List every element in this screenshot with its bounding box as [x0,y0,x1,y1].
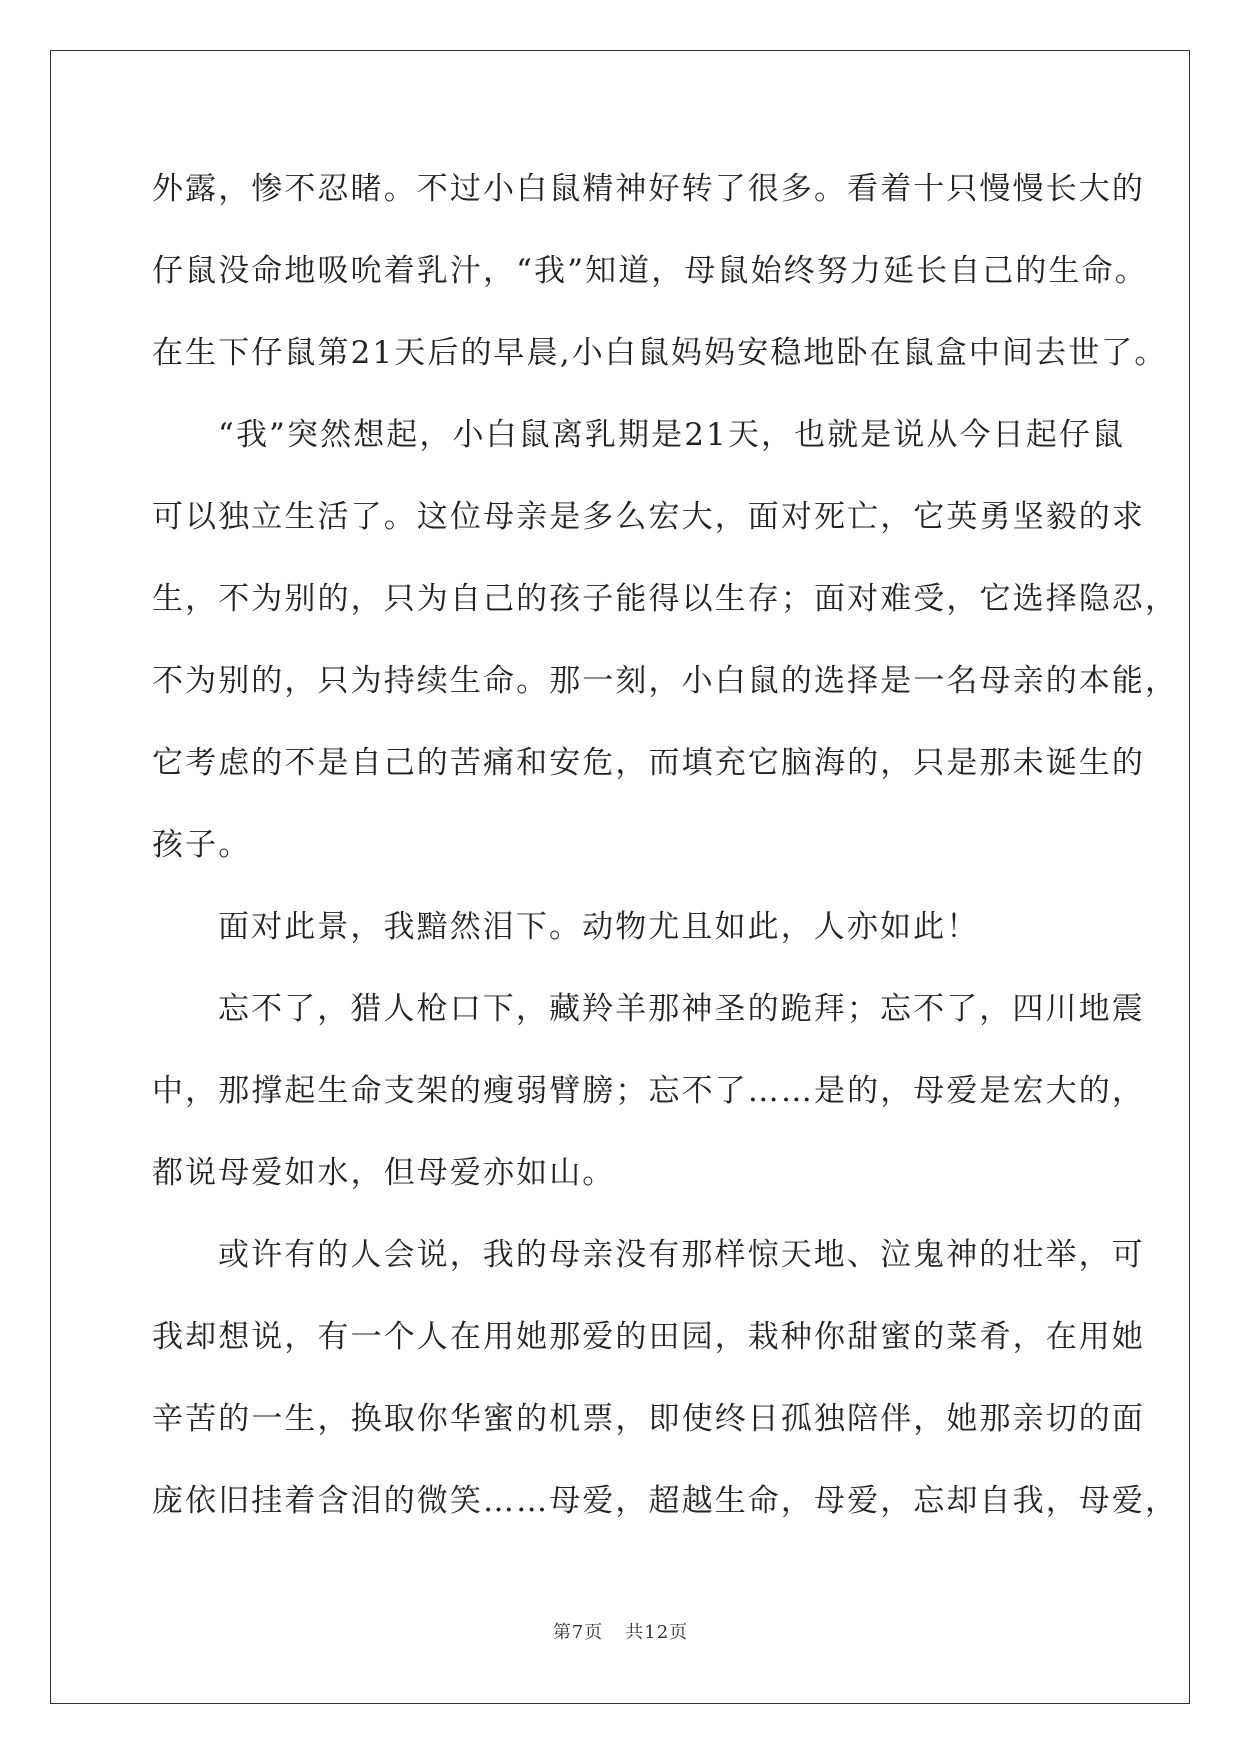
text-line-8: 它考虑的不是自己的苦痛和安危，而填充它脑海的，只是那未诞生的 [152,745,1145,781]
text-line-13: 都说母爱如水，但母爱亦如山。 [152,1155,616,1191]
text-line-14: 或许有的人会说，我的母亲没有那样惊天地、泣鬼神的壮举，可 [218,1237,1145,1273]
text-line-6: 生，不为别的，只为自己的孩子能得以生存；面对难受，它选择隐忍， [152,581,1179,617]
text-line-3: 在生下仔鼠第21天后的早晨,小白鼠妈妈安稳地卧在鼠盒中间去世了。 [152,335,1168,371]
text-line-10: 面对此景，我黯然泪下。动物尤且如此，人亦如此！ [218,909,980,945]
page-number-total: 共12页 [625,1622,689,1643]
text-line-15: 我却想说，有一个人在用她那爱的田园，栽种你甜蜜的菜肴，在用她 [152,1319,1145,1355]
page-number-current: 第7页 [552,1622,604,1643]
text-line-7: 不为别的，只为持续生命。那一刻，小白鼠的选择是一名母亲的本能， [152,663,1179,699]
text-line-16: 辛苦的一生，换取你华蜜的机票，即使终日孤独陪伴，她那亲切的面 [152,1401,1145,1437]
text-line-4: “我”突然想起，小白鼠离乳期是21天，也就是说从今日起仔鼠 [218,417,1126,453]
text-line-11: 忘不了，猎人枪口下，藏羚羊那神圣的跪拜；忘不了，四川地震 [218,991,1145,1027]
text-line-5: 可以独立生活了。这位母亲是多么宏大，面对死亡，它英勇坚毅的求 [152,499,1145,535]
text-line-12: 中，那撑起生命支架的瘦弱臂膀；忘不了……是的，母爱是宏大的， [152,1073,1145,1109]
text-line-17: 庞依旧挂着含泪的微笑……母爱，超越生命，母爱，忘却自我，母爱， [152,1483,1179,1519]
text-line-1: 外露，惨不忍睹。不过小白鼠精神好转了很多。看着十只慢慢长大的 [152,171,1145,207]
page-footer [0,1618,1241,1644]
text-line-2: 仔鼠没命地吸吮着乳汁，“我”知道，母鼠始终努力延长自己的生命。 [152,253,1148,289]
text-line-9: 孩子。 [152,827,252,863]
document-body [152,160,1179,1554]
